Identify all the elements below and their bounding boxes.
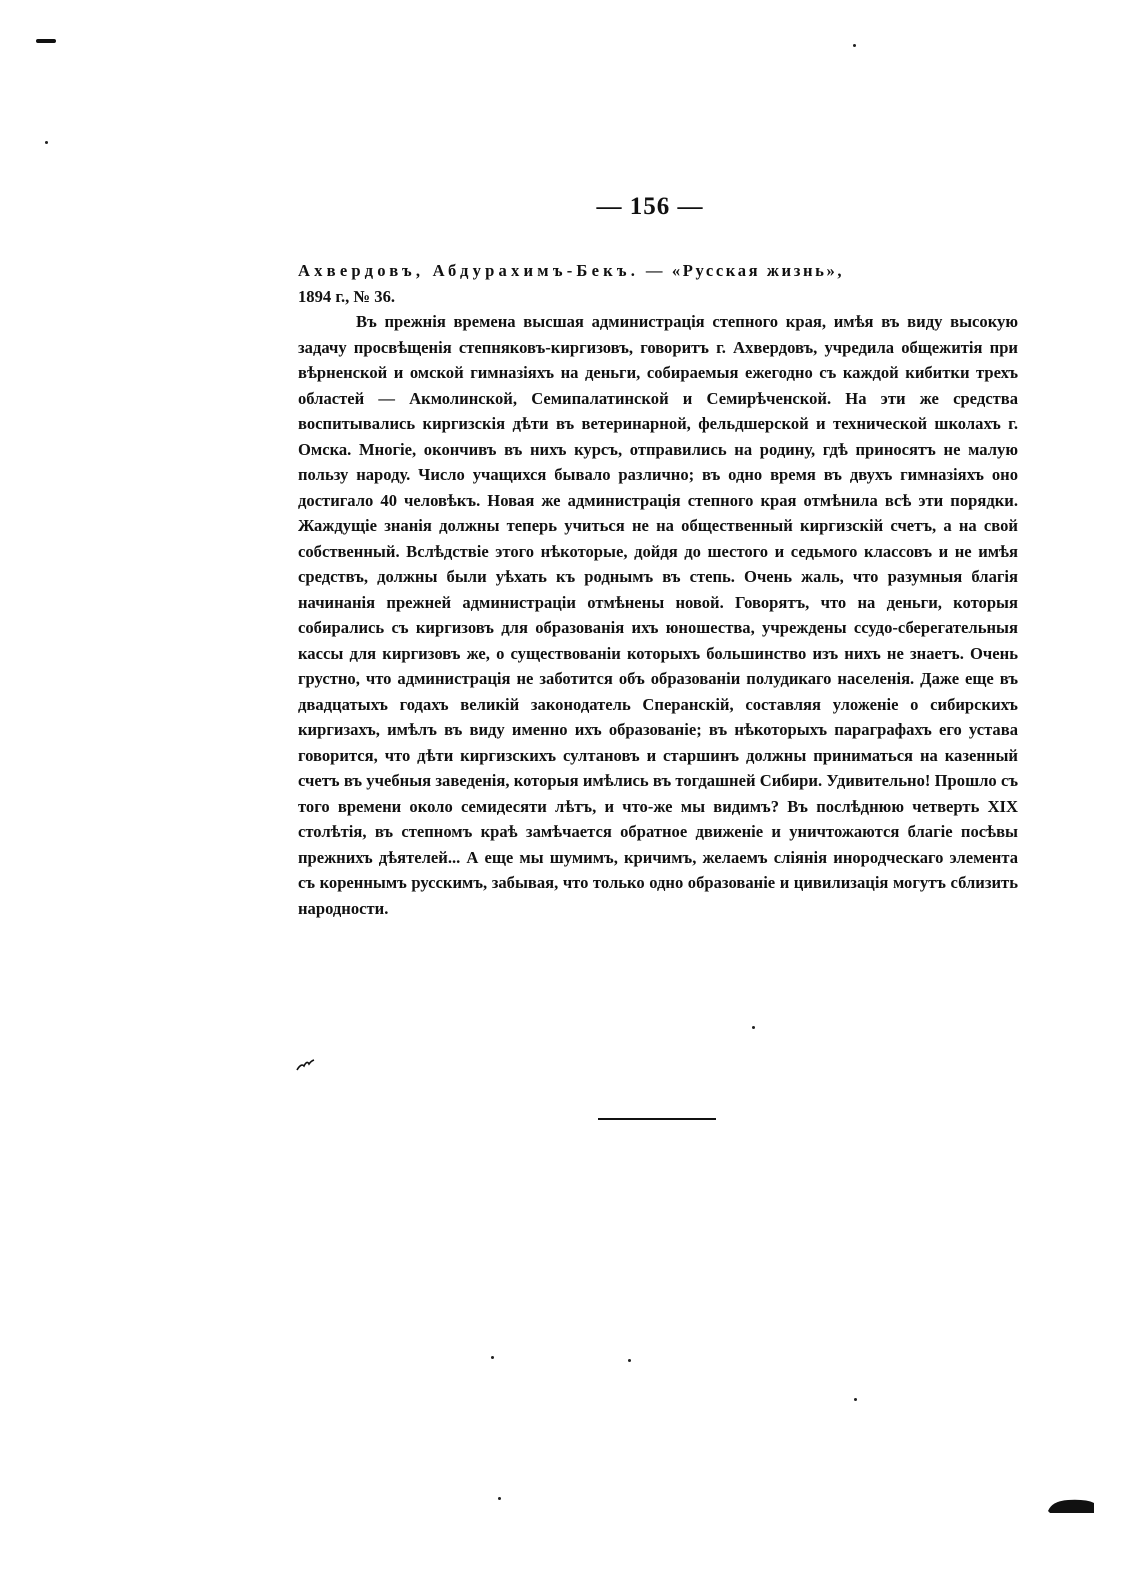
page-number: — 156 — [596,193,704,220]
paper-speck [853,44,856,47]
entry-citation: 1894 г., № 36. [298,286,396,306]
bibliography-entry [298,258,1018,921]
ink-blot [1046,1497,1096,1515]
pencil-mark-icon [296,1058,316,1072]
entry-body: Въ прежнія времена высшая администрація степного края, имѣя въ виду высокую задачу просвѣщенія степняковъ-киргизовъ, говоритъ г. Ахвердовъ, учредила общежитія при вѣрненской и омской гимназіяхъ на деньги, собираемыя ежегодно съ каждой кибитки трехъ областей — Акмолинской, Семипалатинской и Семирѣченской. На эти же средства воспитывались киргизскія дѣти въ ветеринарной, фельдшерской и технической школахъ г. Омска. Многіе, окончивъ въ нихъ курсъ, отправились на родину, гдѣ приносятъ не малую пользу народу. Число учащихся бывало различно; въ одно время въ двухъ гимназіяхъ оно достигало 40 человѣкъ. Новая же администрація степного края отмѣнила всѣ эти порядки. Жаждущіе знанія должны теперь учиться не на общественный киргизскій счетъ, а на свой собственный. Вслѣдствіе этого нѣкоторые, дойдя до шестого и седьмого классовъ и не имѣя средствъ, должны были уѣхать къ роднымъ въ степь. Очень жаль, что разумныя благія начинанія прежней администраціи отмѣнены новой. Говорятъ, что на деньги, которыя собирались съ киргизовъ для образованія ихъ юношества, учреждены ссудо-сберегательныя кассы для киргизовъ же, о существованіи которыхъ большинство изъ нихъ не знаетъ. Очень грустно, что администрація не заботится объ образованіи полудикаго населенія. Даже еще въ двадцатыхъ годахъ великій законодатель Сперанскій, составляя уложеніе о сибирскихъ киргизахъ, имѣлъ въ виду именно ихъ образованіе; въ нѣкоторыхъ параграфахъ его устава говорится, что дѣти киргизскихъ султановъ и старшинъ должны приниматься на казенный счетъ въ учебныя заведенія, которыя имѣлись въ тогдашней Сибири. Удивительно! Прошло съ того времени около семидесяти лѣтъ, и что-же мы видимъ? Въ послѣднюю четверть XIX столѣтія, въ степномъ краѣ замѣчается обратное движеніе и уничтожаются благіе посѣвы прежнихъ дѣятелей... А еще мы шумимъ, кричимъ, желаемъ слiянія инородческаго элемента съ кореннымъ русскимъ, забывая, что только одно образованіе и цивилизація могутъ сблизить народности. [298,312,1018,918]
ink-blot [36,39,56,43]
paper-speck [854,1398,857,1401]
paper-speck [45,141,48,144]
entry-source: — «Русская жизнь», [639,261,845,280]
paper-speck [628,1359,631,1362]
paper-speck [752,1026,755,1029]
entry-author: Ахвердовъ, Абдурахимъ-Бекъ. [298,261,640,280]
paper-speck [491,1356,494,1359]
paper-speck [498,1497,501,1500]
entry-heading [298,258,1018,309]
section-divider [598,1118,716,1120]
